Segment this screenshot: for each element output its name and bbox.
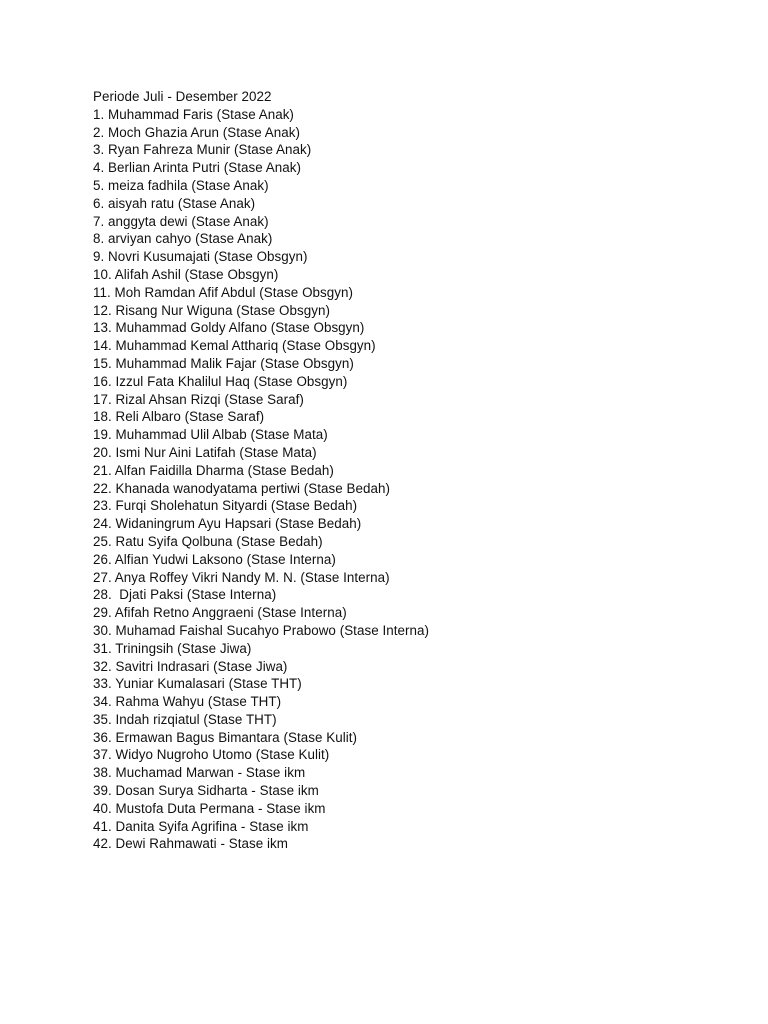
list-item: 19. Muhammad Ulil Albab (Stase Mata)	[93, 427, 328, 443]
list-item: 7. anggyta dewi (Stase Anak)	[93, 213, 269, 229]
list-item: 38. Muchamad Marwan - Stase ikm	[93, 765, 306, 781]
list-item: 11. Moh Ramdan Afif Abdul (Stase Obsgyn)	[93, 284, 354, 300]
list-item: 36. Ermawan Bagus Bimantara (Stase Kulit)	[93, 729, 358, 745]
list-item: 5. meiza fadhila (Stase Anak)	[93, 177, 269, 193]
list-item: 27. Anya Roffey Vikri Nandy M. N. (Stase Interna)	[93, 569, 390, 585]
list-item: 34. Rahma Wahyu (Stase THT)	[93, 694, 282, 710]
list-item: 32. Savitri Indrasari (Stase Jiwa)	[93, 658, 288, 674]
list-item: 25. Ratu Syifa Qolbuna (Stase Bedah)	[93, 533, 323, 549]
list-item: 13. Muhammad Goldy Alfano (Stase Obsgyn)	[93, 320, 365, 336]
list-item: 40. Mustofa Duta Permana - Stase ikm	[93, 800, 326, 816]
list-item: 41. Danita Syifa Agrifina - Stase ikm	[93, 818, 309, 834]
list-item: 10. Alifah Ashil (Stase Obsgyn)	[93, 266, 279, 282]
list-item: 4. Berlian Arinta Putri (Stase Anak)	[93, 160, 301, 176]
list-item: 12. Risang Nur Wiguna (Stase Obsgyn)	[93, 302, 330, 318]
list-item: 15. Muhammad Malik Fajar (Stase Obsgyn)	[93, 355, 354, 371]
document-heading: Periode Juli - Desember 2022	[93, 89, 272, 104]
list-item: 3. Ryan Fahreza Munir (Stase Anak)	[93, 142, 312, 158]
list-item: 33. Yuniar Kumalasari (Stase THT)	[93, 676, 302, 692]
list-item: 16. Izzul Fata Khalilul Haq (Stase Obsgyn)	[93, 373, 348, 389]
list-item: 18. Reli Albaro (Stase Saraf)	[93, 409, 265, 425]
list-item: 9. Novri Kusumajati (Stase Obsgyn)	[93, 249, 308, 265]
list-item: 35. Indah rizqiatul (Stase THT)	[93, 711, 277, 727]
list-item: 20. Ismi Nur Aini Latifah (Stase Mata)	[93, 444, 317, 460]
list-item: 37. Widyo Nugroho Utomo (Stase Kulit)	[93, 747, 330, 763]
list-item: 14. Muhammad Kemal Atthariq (Stase Obsgyn)	[93, 338, 376, 354]
list-item: 23. Furqi Sholehatun Sityardi (Stase Bedah)	[93, 498, 358, 514]
list-item: 26. Alfian Yudwi Laksono (Stase Interna)	[93, 551, 336, 567]
list-item: 31. Triningsih (Stase Jiwa)	[93, 640, 252, 656]
name-list	[93, 106, 743, 853]
list-item: 39. Dosan Surya Sidharta - Stase ikm	[93, 783, 319, 799]
list-item: 24. Widaningrum Ayu Hapsari (Stase Bedah)	[93, 516, 362, 532]
document-page	[93, 88, 743, 853]
list-item: 42. Dewi Rahmawati - Stase ikm	[93, 836, 288, 852]
list-item: 21. Alfan Faidilla Dharma (Stase Bedah)	[93, 462, 334, 478]
list-item: 1. Muhammad Faris (Stase Anak)	[93, 106, 294, 122]
list-item: 30. Muhamad Faishal Sucahyo Prabowo (Stase Interna)	[93, 622, 430, 638]
list-item: 22. Khanada wanodyatama pertiwi (Stase Bedah)	[93, 480, 391, 496]
list-item: 8. arviyan cahyo (Stase Anak)	[93, 231, 273, 247]
list-item: 2. Moch Ghazia Arun (Stase Anak)	[93, 124, 301, 140]
list-item: 17. Rizal Ahsan Rizqi (Stase Saraf)	[93, 391, 304, 407]
list-item: 29. Afifah Retno Anggraeni (Stase Interna)	[93, 605, 347, 621]
list-item: 28. Djati Paksi (Stase Interna)	[93, 587, 277, 603]
list-item: 6. aisyah ratu (Stase Anak)	[93, 195, 256, 211]
